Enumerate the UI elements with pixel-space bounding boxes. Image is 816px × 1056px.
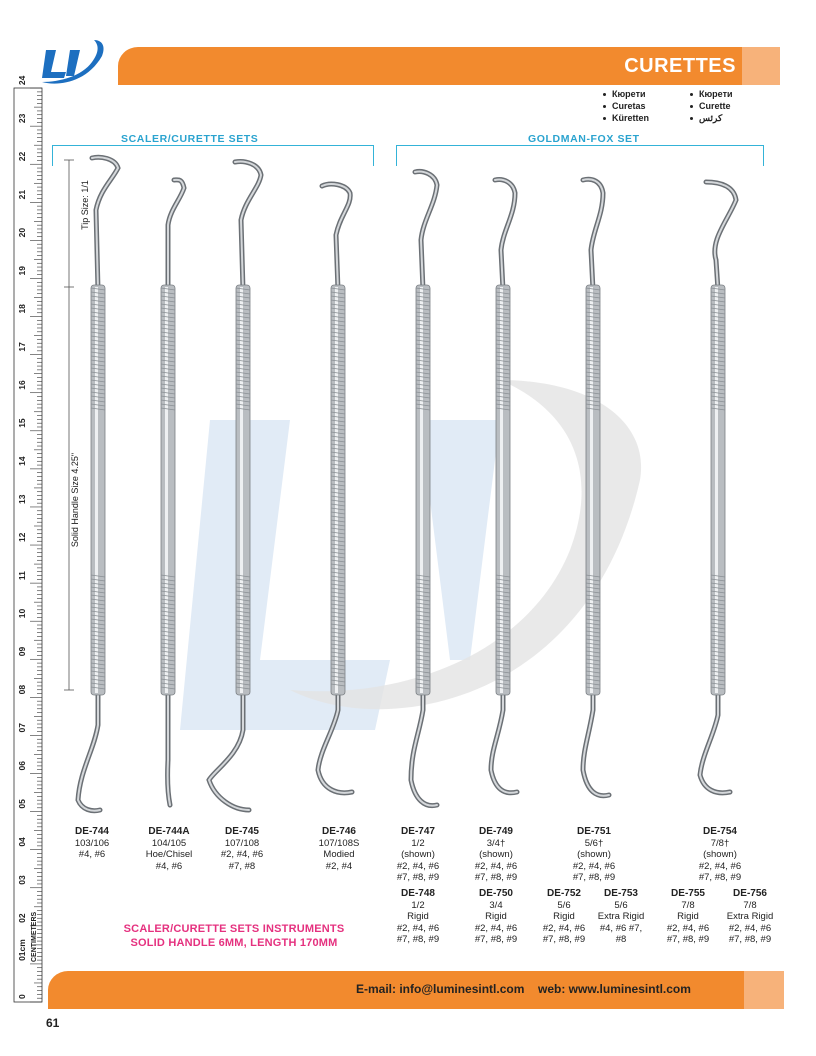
footer-bar	[48, 971, 784, 1009]
product-detail: #2, #4	[325, 860, 353, 872]
product-detail: 1/2	[411, 837, 425, 849]
ruler-scale	[14, 75, 42, 1002]
instrument-de-746	[310, 150, 366, 820]
product-detail: 104/105	[151, 837, 187, 849]
product-detail: #2, #4, #6	[396, 922, 440, 934]
product-code: DE-745	[225, 826, 259, 837]
product-code: DE-755	[671, 888, 705, 899]
product-detail: #7, #8, #9	[474, 872, 518, 883]
product-detail: (shown)	[703, 849, 737, 860]
ruler-number: 12	[17, 532, 27, 543]
product-detail: #2, #4, #6	[666, 922, 710, 934]
ruler-number: 18	[17, 304, 27, 314]
product-code: DE-749	[479, 826, 513, 837]
product-detail: #7, #8, #9	[572, 872, 616, 883]
product-detail: #4, #6	[155, 860, 183, 872]
ruler-number: 13	[17, 494, 27, 504]
label-de-744a	[134, 826, 204, 872]
product-detail: #2, #4, #6	[474, 922, 518, 934]
product-code: DE-744	[75, 826, 109, 837]
page-title: CURETTES	[624, 55, 736, 77]
product-detail: Rigid	[485, 911, 507, 922]
instrument-de-751	[565, 150, 621, 820]
instrument-de-744	[70, 150, 126, 820]
product-detail: #2, #4, #6	[474, 860, 518, 872]
product-detail: Rigid	[677, 911, 699, 922]
product-detail: #4, #6	[78, 849, 106, 860]
language-list-right	[690, 88, 733, 124]
web-link[interactable]: web: www.luminesintl.com	[538, 982, 691, 996]
product-code: DE-744A	[148, 826, 190, 837]
ruler-number: 06	[17, 761, 27, 771]
handle-size-text: Solid Handle Size 4.25"	[70, 452, 80, 548]
ruler-number: 09	[17, 646, 27, 657]
ruler-number: 03	[17, 875, 27, 885]
product-detail: 3/4†	[486, 837, 506, 849]
ruler-number: 19	[17, 266, 27, 276]
product-detail: #4, #6 #7,	[599, 922, 643, 934]
instrument-de-749	[475, 150, 531, 820]
product-detail: Rigid	[553, 911, 575, 922]
ruler-number: 10	[17, 608, 27, 619]
lang-item: Curetas	[612, 101, 646, 111]
product-code: DE-750	[479, 888, 513, 899]
lang-item: Küretten	[612, 113, 650, 123]
product-code: DE-754	[703, 826, 737, 837]
ruler-number: 21	[17, 189, 27, 200]
product-code: DE-756	[733, 888, 767, 899]
instrument-de-747	[395, 150, 451, 820]
product-detail: #2, #4, #6	[572, 860, 616, 872]
instrument-drawing	[209, 162, 261, 810]
ruler-number: 02	[17, 913, 27, 923]
product-detail: 103/106	[74, 837, 110, 849]
product-detail: #7, #8, #9	[666, 934, 710, 945]
language-list-left	[603, 88, 649, 124]
ruler-number: 15	[17, 418, 27, 428]
product-detail: #7, #8, #9	[474, 934, 518, 945]
instrument-de-744a	[140, 150, 196, 820]
instrument-drawing	[491, 180, 517, 793]
label-de-756	[715, 888, 785, 946]
product-code: DE-748	[401, 888, 435, 899]
note-line-2: SOLID HANDLE 6MM, LENGTH 170MM	[130, 937, 338, 949]
label-de-751	[559, 826, 629, 884]
product-detail: #7, #8, #9	[542, 934, 586, 945]
product-detail: 5/6†	[584, 837, 604, 849]
label-de-750	[461, 888, 531, 946]
product-detail: 7/8	[681, 899, 695, 911]
instrument-drawing	[583, 179, 609, 795]
company-logo	[36, 38, 108, 86]
label-de-749	[461, 826, 531, 884]
label-de-747	[383, 826, 453, 884]
ruler-number: 17	[17, 342, 27, 352]
ruler-number: 24	[17, 75, 27, 86]
product-detail: #2, #4, #6	[220, 849, 264, 860]
instrument-drawing	[318, 184, 352, 793]
instrument-de-754	[690, 150, 746, 820]
instrument-drawing	[161, 180, 184, 805]
product-detail: #2, #4, #6	[396, 860, 440, 872]
instrument-drawing	[411, 172, 437, 806]
instrument-drawing	[700, 182, 736, 793]
lang-item: کرئس	[699, 113, 723, 123]
product-detail: (shown)	[479, 849, 513, 860]
ruler-number: 11	[17, 571, 27, 581]
ruler-number: 07	[17, 722, 27, 733]
product-detail: 107/108	[224, 837, 260, 849]
label-de-755	[653, 888, 723, 946]
label-de-753	[586, 888, 656, 946]
product-code: DE-747	[401, 826, 435, 837]
product-detail: (shown)	[401, 849, 435, 860]
label-de-748	[383, 888, 453, 946]
label-de-744	[57, 826, 127, 861]
header-bar	[118, 47, 780, 85]
label-de-745	[207, 826, 277, 872]
lang-item: Curette	[699, 101, 731, 111]
product-code: DE-753	[604, 888, 638, 899]
label-de-746	[304, 826, 374, 872]
product-detail: #7, #8, #9	[396, 934, 440, 945]
product-detail: 5/6	[614, 899, 628, 911]
sets-note	[104, 922, 364, 950]
product-detail: 5/6	[557, 899, 571, 911]
product-detail: (shown)	[577, 849, 611, 860]
tip-size-text: Tip Size: 1/1	[80, 180, 90, 230]
ruler-number: 04	[17, 837, 27, 847]
product-detail: Extra Rigid	[726, 911, 774, 922]
label-de-754	[685, 826, 755, 884]
ruler-number: 20	[17, 227, 27, 238]
product-detail: Hoe/Chisel	[145, 849, 193, 860]
note-line-1: SCALER/CURETTE SETS INSTRUMENTS	[123, 923, 345, 935]
goldman-fox-heading: GOLDMAN-FOX SET	[522, 133, 646, 145]
ruler-number: 16	[17, 380, 27, 390]
email-link[interactable]: E-mail: info@luminesintl.com	[356, 982, 525, 996]
product-detail: #7, #8	[228, 860, 256, 872]
product-detail: 7/8†	[710, 837, 730, 849]
product-detail: #7, #8, #9	[728, 934, 772, 945]
product-code: DE-746	[322, 826, 356, 837]
ruler-number: 23	[17, 113, 27, 124]
ruler-number: 14	[17, 456, 27, 466]
ruler-number: 08	[17, 684, 27, 695]
product-detail: #7, #8, #9	[698, 872, 742, 883]
product-detail: 1/2	[411, 899, 425, 911]
instrument-drawing	[78, 157, 118, 810]
scaler-sets-heading: SCALER/CURETTE SETS	[115, 133, 264, 145]
product-detail: #2, #4, #6	[728, 922, 772, 934]
product-detail: 7/8	[743, 899, 757, 911]
ruler-number: 05	[17, 799, 27, 809]
product-code: DE-751	[577, 826, 611, 837]
product-detail: #8	[615, 934, 627, 945]
product-detail: Rigid	[407, 911, 429, 922]
ruler-number: 22	[17, 151, 27, 162]
product-detail: Modied	[323, 849, 355, 860]
lang-item: Кюрети	[612, 89, 646, 99]
ruler-number: 0	[17, 994, 27, 999]
ruler-unit-label: CENTIMETERS	[31, 911, 38, 962]
product-detail: #2, #4, #6	[542, 922, 586, 934]
lang-item: Кюрети	[699, 89, 733, 99]
centimeter-ruler	[14, 75, 42, 1002]
product-detail: Extra Rigid	[597, 911, 645, 922]
instrument-de-745	[215, 150, 271, 820]
product-detail: 107/108S	[318, 837, 360, 849]
page-number: 61	[46, 1016, 60, 1030]
product-detail: #2, #4, #6	[698, 860, 742, 872]
ruler-number: 01cm	[17, 939, 27, 961]
product-detail: 3/4	[489, 899, 503, 911]
product-code: DE-752	[547, 888, 581, 899]
product-detail: #7, #8, #9	[396, 872, 440, 883]
